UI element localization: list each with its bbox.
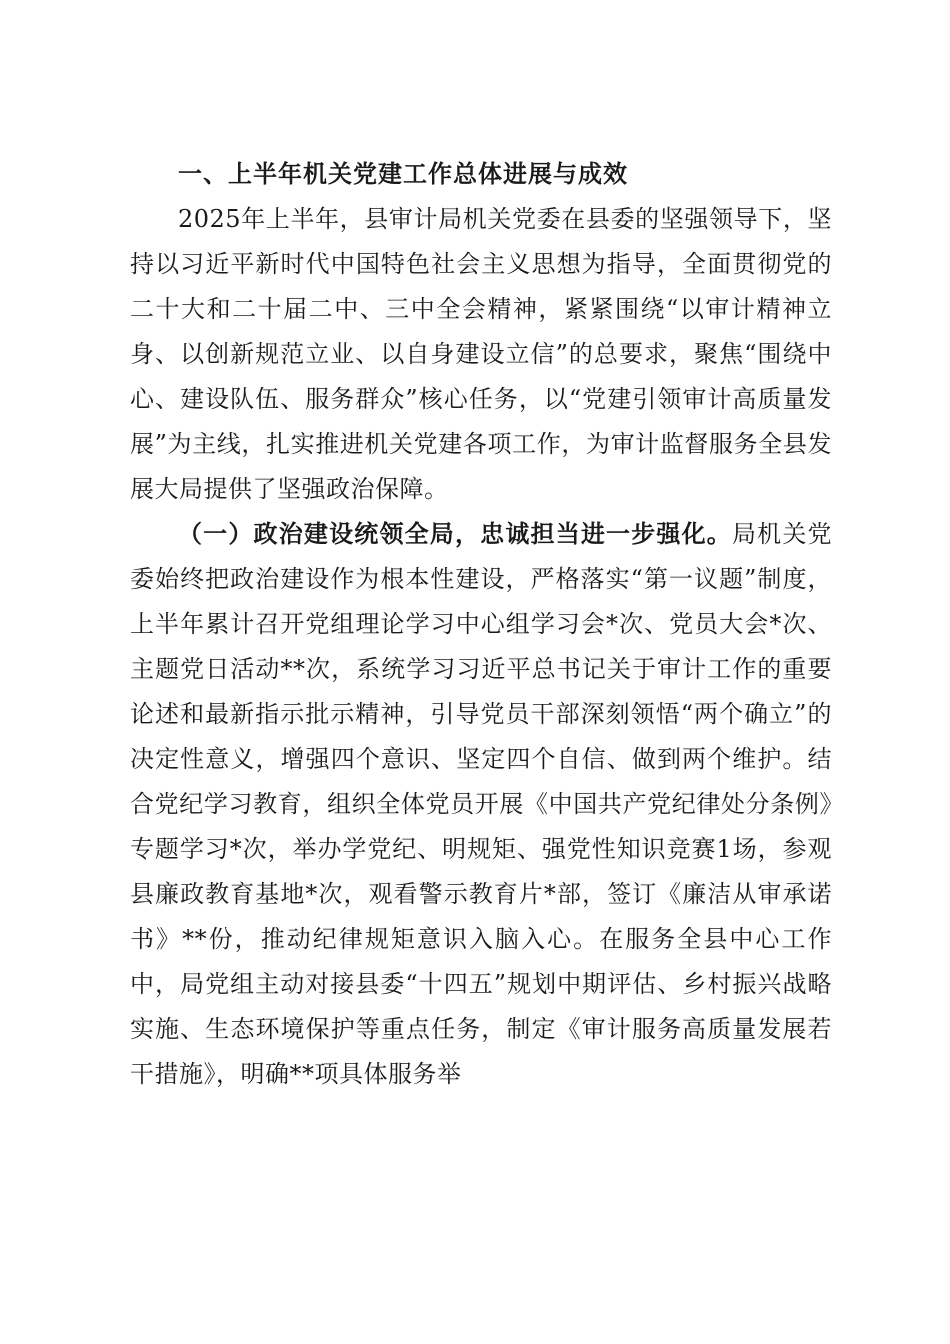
subsection-lead: （一）政治建设统领全局，忠诚担当进一步强化。 bbox=[178, 520, 732, 548]
section-heading: 一、上半年机关党建工作总体进展与成效 bbox=[178, 160, 628, 188]
paragraph-political-building bbox=[130, 512, 832, 1097]
document-body bbox=[130, 152, 832, 1097]
paragraph-overview: 2025年上半年，县审计局机关党委在县委的坚强领导下，坚持以习近平新时代中国特色社会主义思想为指导，全面贯彻党的二十大和二十届二中、三中全会精神，紧紧围绕“以审计精神立身、以创新规范立业、以自身建设立信”的总要求，聚焦“围绕中心、建设队伍、服务群众”核心任务，以“党建引领审计高质量发展”为主线，扎实推进机关党建各项工作，为审计监督服务全县发展大局提供了坚强政治保障。 bbox=[130, 205, 832, 503]
subsection-body: 局机关党委始终把政治建设作为根本性建设，严格落实“第一议题”制度，上半年累计召开党组理论学习中心组学习会*次、党员大会*次、主题党日活动**次，系统学习习近平总书记关于审计工作的重要论述和最新指示批示精神，引导党员干部深刻领悟“两个确立”的决定性意义，增强四个意识、坚定四个自信、做到两个维护。结合党纪学习教育，组织全体党员开展《中国共产党纪律处分条例》专题学习*次，举办学党纪、明规矩、强党性知识竞赛1场，参观县廉政教育基地*次，观看警示教育片*部，签订《廉洁从审承诺书》**份，推动纪律规矩意识入脑入心。在服务全县中心工作中，局党组主动对接县委“十四五”规划中期评估、乡村振兴战略实施、生态环境保护等重点任务，制定《审计服务高质量发展若干措施》，明确**项具体服务举 bbox=[130, 520, 833, 1088]
